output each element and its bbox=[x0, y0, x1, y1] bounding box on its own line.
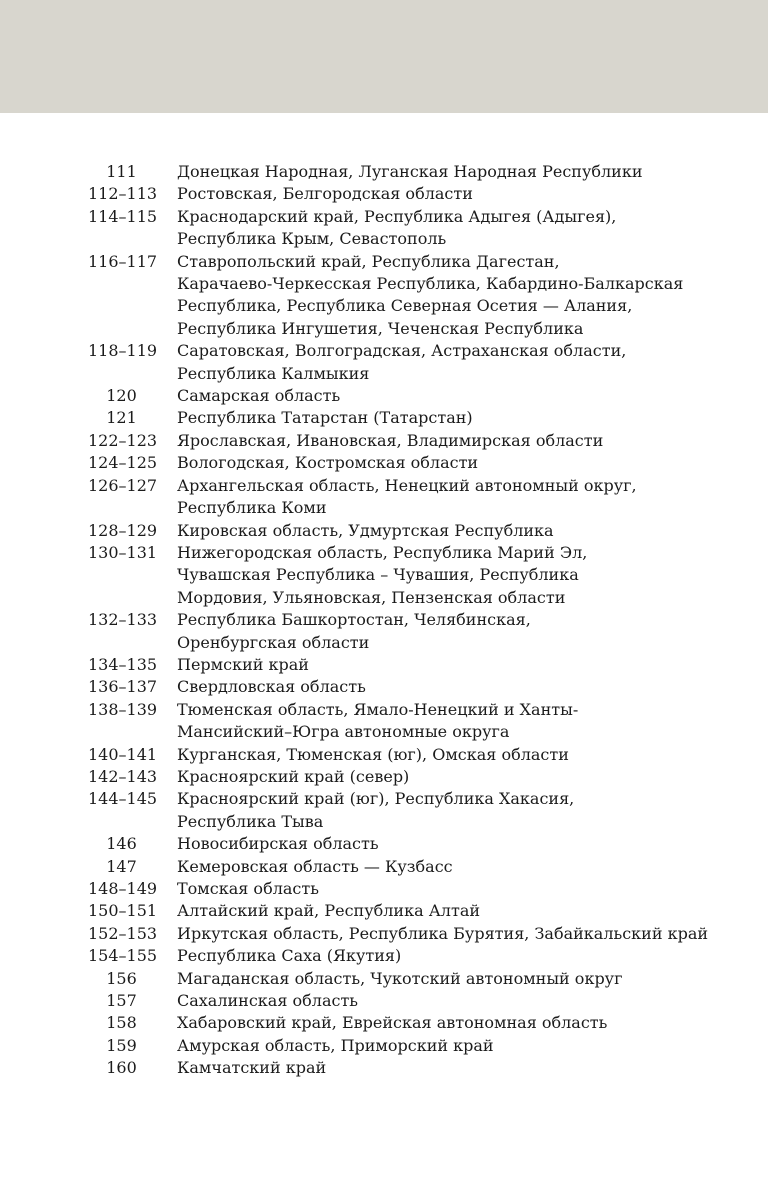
region-list bbox=[177, 766, 697, 788]
region-list bbox=[177, 878, 697, 900]
region-list bbox=[177, 206, 697, 251]
header-band bbox=[0, 0, 768, 113]
region-line: Свердловская область bbox=[177, 677, 366, 697]
toc-entry bbox=[0, 542, 768, 609]
toc-entry bbox=[0, 340, 768, 385]
region-line: Камчатский край bbox=[177, 1058, 327, 1078]
page-range: 140–141 bbox=[88, 744, 158, 764]
toc-entry bbox=[0, 385, 768, 407]
toc-entry bbox=[0, 1057, 768, 1079]
region-line: Республика Башкортостан, Челябинская, bbox=[177, 610, 531, 630]
region-list bbox=[177, 856, 697, 878]
page-range: 154–155 bbox=[88, 946, 158, 966]
region-list bbox=[177, 968, 697, 990]
toc-entry bbox=[0, 833, 768, 855]
region-list bbox=[177, 833, 697, 855]
page-range: 112–113 bbox=[88, 184, 158, 204]
page-range: 157 bbox=[106, 991, 137, 1011]
page-range: 159 bbox=[106, 1035, 137, 1055]
region-line: Пермский край bbox=[177, 654, 309, 674]
toc-entry bbox=[0, 475, 768, 520]
region-line: Республика Ингушетия, Чеченская Республика bbox=[177, 318, 584, 338]
region-list bbox=[177, 654, 697, 676]
region-list bbox=[177, 520, 697, 542]
region-line: Архангельская область, Ненецкий автономный округ, bbox=[177, 475, 637, 495]
region-list bbox=[177, 475, 697, 520]
region-line: Магаданская область, Чукотский автономный округ bbox=[177, 968, 623, 988]
toc-entry bbox=[0, 183, 768, 205]
region-line: Республика Татарстан (Татарстан) bbox=[177, 408, 473, 428]
region-line: Амурская область, Приморский край bbox=[177, 1035, 494, 1055]
region-line: Ярославская, Ивановская, Владимирская области bbox=[177, 430, 604, 450]
page-range: 116–117 bbox=[88, 251, 158, 271]
region-line: Саратовская, Волгоградская, Астраханская области, bbox=[177, 341, 627, 361]
page-range: 134–135 bbox=[88, 654, 158, 674]
region-line: Томская область bbox=[177, 879, 319, 898]
page-range: 130–131 bbox=[88, 542, 158, 562]
page-range: 148–149 bbox=[88, 879, 158, 898]
toc-entry bbox=[0, 990, 768, 1012]
region-line: Республика Крым, Севастополь bbox=[177, 229, 447, 249]
toc-entry bbox=[0, 699, 768, 744]
page-range: 114–115 bbox=[88, 206, 158, 226]
region-line: Сахалинская область bbox=[177, 991, 359, 1011]
region-list bbox=[177, 676, 697, 698]
region-line: Республика Калмыкия bbox=[177, 363, 370, 383]
toc-entry bbox=[0, 430, 768, 452]
region-line: Ростовская, Белгородская области bbox=[177, 184, 473, 204]
region-line: Донецкая Народная, Луганская Народная Республики bbox=[177, 162, 643, 181]
region-list bbox=[177, 609, 697, 654]
page-range: 138–139 bbox=[88, 699, 158, 719]
region-line: Алтайский край, Республика Алтай bbox=[177, 901, 481, 921]
toc-entry bbox=[0, 407, 768, 429]
page-range: 160 bbox=[106, 1058, 137, 1078]
region-line: Красноярский край (юг), Республика Хакасия, bbox=[177, 789, 575, 809]
region-list bbox=[177, 945, 697, 967]
page-range: 142–143 bbox=[88, 766, 158, 786]
toc-entry bbox=[0, 856, 768, 878]
region-list bbox=[177, 407, 697, 429]
region-line: Мансийский–Югра автономные округа bbox=[177, 722, 510, 742]
page-range: 122–123 bbox=[88, 430, 158, 450]
region-list bbox=[177, 1012, 697, 1034]
region-line: Кировская область, Удмуртская Республика bbox=[177, 520, 554, 540]
region-list bbox=[177, 788, 697, 833]
toc-entry bbox=[0, 161, 768, 183]
toc-entry bbox=[0, 206, 768, 251]
page-range: 150–151 bbox=[88, 901, 158, 921]
toc-entry bbox=[0, 452, 768, 474]
region-list bbox=[177, 183, 697, 205]
toc-entry bbox=[0, 945, 768, 967]
page-range: 128–129 bbox=[88, 520, 158, 540]
region-line: Нижегородская область, Республика Марий Эл, bbox=[177, 542, 588, 562]
page-range: 111 bbox=[106, 162, 137, 181]
region-line: Республика, Республика Северная Осетия — Алания, bbox=[177, 296, 633, 316]
region-list bbox=[177, 1035, 697, 1057]
toc-entry bbox=[0, 788, 768, 833]
toc-entry bbox=[0, 878, 768, 900]
region-list bbox=[177, 430, 697, 452]
page-range: 158 bbox=[106, 1013, 137, 1033]
region-line: Чувашская Республика – Чувашия, Республика bbox=[177, 565, 579, 585]
region-line: Кемеровская область — Кузбасс bbox=[177, 856, 453, 876]
page-range: 124–125 bbox=[88, 453, 158, 473]
page-range: 120 bbox=[106, 386, 137, 406]
page-range: 147 bbox=[106, 856, 137, 876]
toc-entry bbox=[0, 744, 768, 766]
region-line: Мордовия, Ульяновская, Пензенская области bbox=[177, 587, 566, 607]
region-line: Республика Коми bbox=[177, 498, 327, 518]
region-line: Оренбургская области bbox=[177, 632, 370, 652]
toc-entry bbox=[0, 609, 768, 654]
page-range: 156 bbox=[106, 968, 137, 988]
region-line: Краснодарский край, Республика Адыгея (Адыгея), bbox=[177, 206, 617, 226]
region-line: Вологодская, Костромская области bbox=[177, 453, 479, 473]
toc-entry bbox=[0, 251, 768, 341]
toc-entry bbox=[0, 923, 768, 945]
region-list bbox=[177, 744, 697, 766]
page-range: 152–153 bbox=[88, 923, 158, 943]
region-list bbox=[177, 340, 697, 385]
toc-entry bbox=[0, 766, 768, 788]
region-list bbox=[177, 699, 697, 744]
region-line: Республика Тыва bbox=[177, 811, 324, 831]
page-range: 132–133 bbox=[88, 610, 158, 630]
region-line: Карачаево-Черкесская Республика, Кабардино-Балкарская bbox=[177, 274, 684, 294]
region-line: Республика Саха (Якутия) bbox=[177, 946, 402, 966]
toc-entry bbox=[0, 900, 768, 922]
region-list bbox=[177, 251, 697, 341]
region-list bbox=[177, 900, 697, 922]
page-range: 118–119 bbox=[88, 341, 158, 361]
region-list bbox=[177, 452, 697, 474]
region-line: Самарская область bbox=[177, 386, 341, 406]
page-range: 144–145 bbox=[88, 789, 158, 809]
region-list bbox=[177, 385, 697, 407]
region-list bbox=[177, 923, 709, 945]
region-line: Хабаровский край, Еврейская автономная область bbox=[177, 1013, 608, 1033]
page-range: 136–137 bbox=[88, 677, 158, 697]
toc-entry bbox=[0, 1012, 768, 1034]
page-range: 126–127 bbox=[88, 475, 158, 495]
region-line: Иркутская область, Республика Бурятия, Забайкальский край bbox=[177, 923, 709, 943]
region-list bbox=[177, 161, 697, 183]
toc-entry bbox=[0, 654, 768, 676]
region-line: Красноярский край (север) bbox=[177, 766, 410, 786]
region-line: Ставропольский край, Республика Дагестан, bbox=[177, 251, 560, 271]
region-line: Тюменская область, Ямало-Ненецкий и Ханты- bbox=[177, 699, 579, 719]
region-line: Новосибирская область bbox=[177, 834, 379, 854]
table-of-contents bbox=[0, 161, 768, 1080]
toc-entry bbox=[0, 968, 768, 990]
page-range: 146 bbox=[106, 834, 137, 854]
page-range: 121 bbox=[106, 408, 137, 428]
toc-entry bbox=[0, 1035, 768, 1057]
region-list bbox=[177, 990, 697, 1012]
region-line: Курганская, Тюменская (юг), Омская области bbox=[177, 744, 569, 764]
toc-entry bbox=[0, 520, 768, 542]
region-list bbox=[177, 1057, 697, 1079]
region-list bbox=[177, 542, 697, 609]
toc-entry bbox=[0, 676, 768, 698]
